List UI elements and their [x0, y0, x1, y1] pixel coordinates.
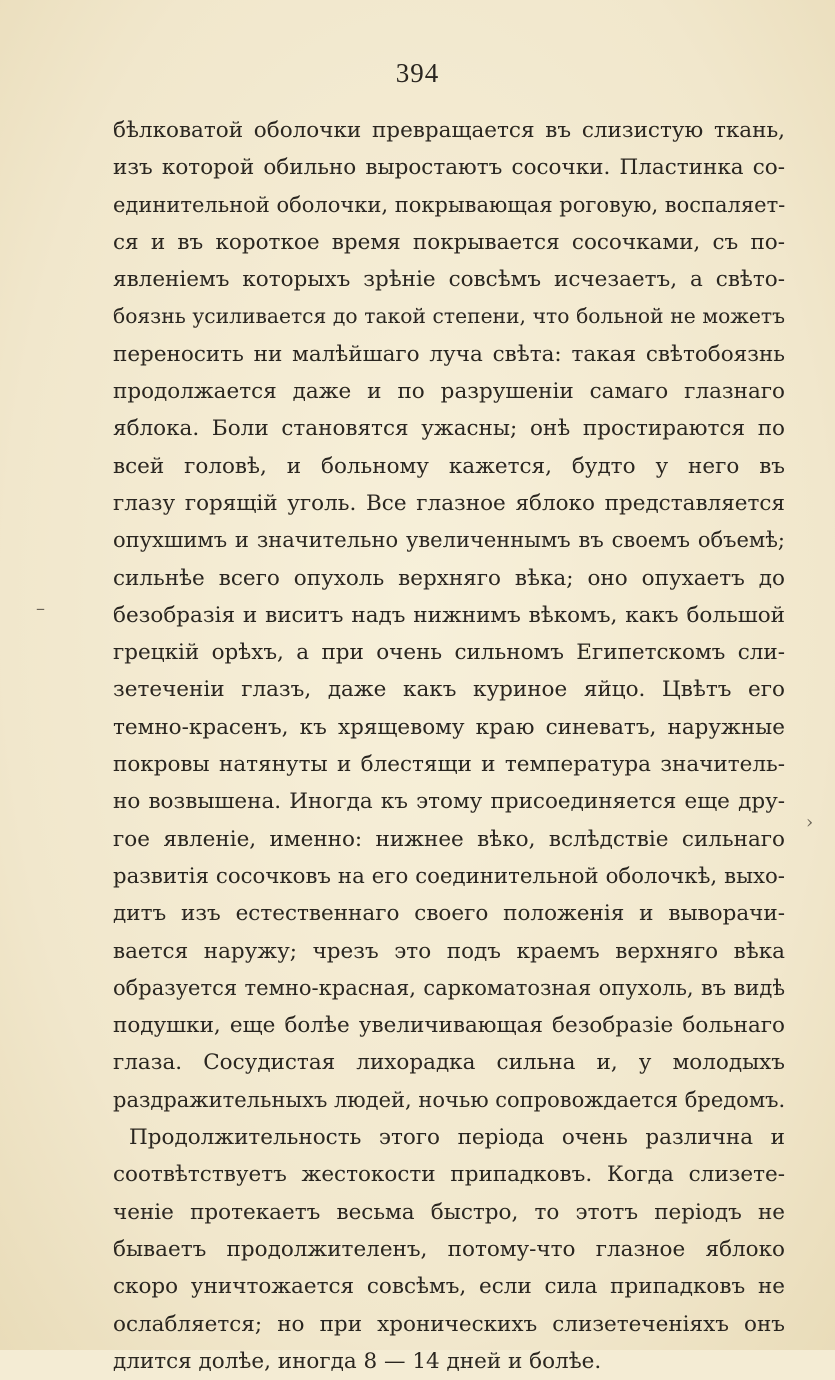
text-line: образуется темно-красная, саркоматозная опухоль, въ видѣ: [113, 975, 785, 1000]
text-line: изъ которой обильно выростаютъ сосочки. Пластинка со-: [113, 155, 785, 181]
text-line: соотвѣтствуетъ жестокости припадковъ. Когда слизете-: [113, 1162, 785, 1188]
text-line: грецкій орѣхъ, а при очень сильномъ Египетскомъ сли-: [113, 640, 785, 666]
text-line: скоро уничтожается совсѣмъ, если сила припадковъ не: [113, 1274, 785, 1300]
text-line: длится долѣе, иногда 8 — 14 дней и болѣе.: [113, 1348, 602, 1374]
text-line: темно-красенъ, къ хрящевому краю синеватъ, наружные: [113, 714, 785, 740]
text-line: гое явленіе, именно: нижнее вѣко, вслѣдствіе сильнаго: [113, 826, 785, 852]
text-line: безобразія и виситъ надъ нижнимъ вѣкомъ, какъ большой: [113, 602, 785, 628]
margin-mark-left: –: [36, 598, 45, 619]
text-line: подушки, еще болѣе увеличивающая безобразіе больнаго: [113, 1013, 785, 1039]
text-line: ослабляется; но при хроническихъ слизетеченіяхъ онъ: [113, 1311, 785, 1337]
text-line: бѣлковатой оболочки превращается въ слизистую ткань,: [113, 118, 785, 143]
text-line: глаза. Сосудистая лихорадка сильна и, у молодыхъ: [113, 1050, 785, 1076]
text-line: опухшимъ и значительно увеличеннымъ въ своемъ объемѣ;: [113, 528, 785, 553]
text-line: переносить ни малѣйшаго луча свѣта: такая свѣтобоязнь: [113, 341, 785, 367]
text-line: явленіемъ которыхъ зрѣніе совсѣмъ исчезаетъ, а свѣто-: [113, 267, 785, 293]
text-line: покровы натянуты и блестящи и температура значитель-: [113, 752, 785, 778]
text-line: сильнѣе всего опухоль верхняго вѣка; оно опухаетъ до: [113, 565, 785, 591]
text-line: глазу горящій уголь. Все глазное яблоко представляется: [113, 490, 785, 516]
margin-mark-right: ›: [806, 812, 814, 833]
text-line: ченіе протекаетъ весьма быстро, то этотъ періодъ не: [113, 1199, 785, 1225]
text-line: ся и въ короткое время покрывается сосочками, съ по-: [113, 229, 785, 255]
text-line: яблока. Боли становятся ужасны; онѣ простираются по: [113, 416, 785, 442]
text-line: бываетъ продолжителенъ, потому-что глазное яблоко: [113, 1236, 785, 1262]
text-line: вается наружу; чрезъ это подъ краемъ верхняго вѣка: [113, 938, 785, 964]
text-line: развитія сосочковъ на его соединительной оболочкѣ, выхо-: [113, 863, 785, 889]
body-text: [113, 112, 785, 1380]
page-number: 394: [395, 58, 440, 88]
text-line: Продолжительность этого періода очень различна и: [129, 1125, 785, 1151]
text-line: боязнь усиливается до такой степени, что больной не можетъ: [113, 304, 785, 329]
text-line: раздражительныхъ людей, ночью сопровождается бредомъ.: [113, 1087, 785, 1112]
text-line: всей головѣ, и больному кажется, будто у него въ: [113, 453, 785, 479]
text-line: единительной оболочки, покрывающая роговую, воспаляет-: [113, 192, 785, 217]
text-line: но возвышена. Иногда къ этому присоединяется еще дру-: [113, 789, 785, 815]
text-line: дитъ изъ естественнаго своего положенія и выворачи-: [113, 901, 785, 927]
text-line: зетеченіи глазъ, даже какъ куриное яйцо. Цвѣтъ его: [113, 677, 785, 703]
text-line: продолжается даже и по разрушеніи самаго глазнаго: [113, 379, 785, 405]
